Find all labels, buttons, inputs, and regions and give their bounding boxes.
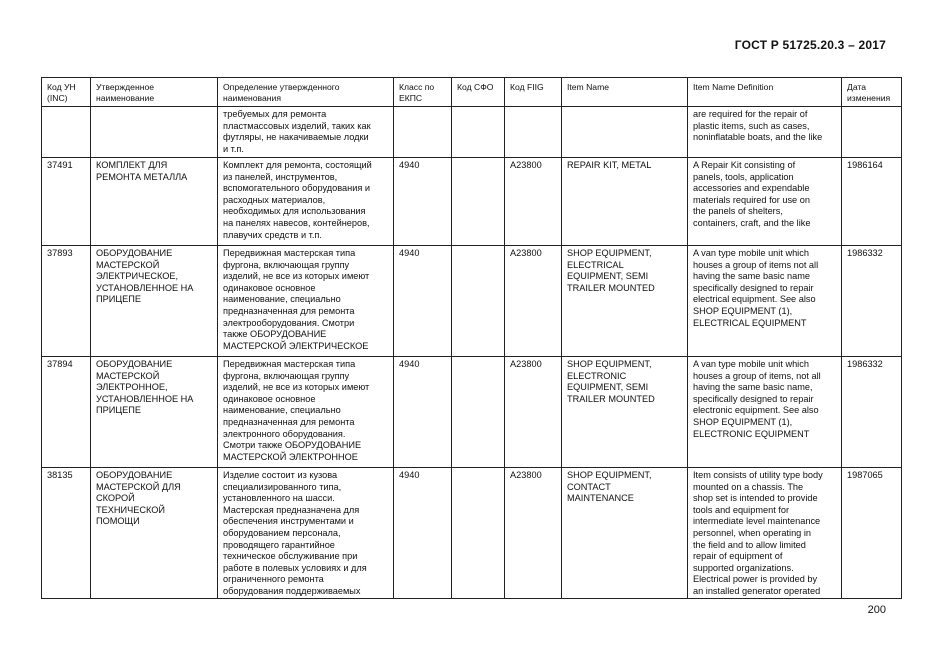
cell-item-name <box>562 107 688 158</box>
table-row <box>42 107 902 158</box>
items-table <box>41 77 902 599</box>
column-header-sfo-code: Код СФО <box>452 78 505 107</box>
cell-definition: требуемых для ремонта пластмассовых изделий, таких как футляры, не накачиваемые лодки и т.п. <box>218 107 394 158</box>
column-header-approved-name: Утвержденное наименование <box>91 78 218 107</box>
column-header-change-date: Дата изменения <box>842 78 902 107</box>
table-header-row <box>42 78 902 107</box>
cell-item-definition: A van type mobile unit which houses a group of items not all having the same basic name specifically designed to repair electrical equipment. See also SHOP EQUIPMENT (1), ELECTRICAL EQUIPMENT <box>688 246 842 357</box>
cell-fiig: A23800 <box>505 357 562 468</box>
cell-inc <box>42 107 91 158</box>
cell-item-definition: Item consists of utility type body mounted on a chassis. The shop set is intended to provide tools and equipment for intermediate level maintenance personnel, when operating in the field and to allow limited repair of equipment of supported organizations. Electrical power is provided by an installed generator operated <box>688 468 842 599</box>
cell-class: 4940 <box>394 246 452 357</box>
column-header-inc: Код УН (INC) <box>42 78 91 107</box>
cell-definition: Комплект для ремонта, состоящий из панелей, инструментов, вспомогательного оборудования и расходных материалов, необходимых для использования на панелях навесов, контейнеров, плавучих средств и т.п. <box>218 158 394 246</box>
column-header-definition: Определение утвержденного наименования <box>218 78 394 107</box>
cell-date: 1986164 <box>842 158 902 246</box>
cell-class: 4940 <box>394 158 452 246</box>
cell-name: ОБОРУДОВАНИЕ МАСТЕРСКОЙ ЭЛЕКТРОННОЕ, УСТАНОВЛЕННОЕ НА ПРИЦЕПЕ <box>91 357 218 468</box>
table-row <box>42 158 902 246</box>
column-header-item-name: Item Name <box>562 78 688 107</box>
table-row <box>42 468 902 599</box>
cell-name <box>91 107 218 158</box>
column-header-item-name-definition: Item Name Definition <box>688 78 842 107</box>
cell-item-name: SHOP EQUIPMENT, ELECTRICAL EQUIPMENT, SEMI TRAILER MOUNTED <box>562 246 688 357</box>
cell-sfo <box>452 107 505 158</box>
cell-item-definition: are required for the repair of plastic items, such as cases, noninflatable boats, and the like <box>688 107 842 158</box>
cell-inc: 37491 <box>42 158 91 246</box>
column-header-ekps-class: Класс по ЕКПС <box>394 78 452 107</box>
cell-date: 1986332 <box>842 246 902 357</box>
table-row <box>42 246 902 357</box>
cell-fiig <box>505 107 562 158</box>
page-number: 200 <box>867 604 886 616</box>
table-row <box>42 357 902 468</box>
cell-item-definition: A van type mobile unit which houses a group of items, not all having the same basic name, specifically designed to repair electronic equipment. See also SHOP EQUIPMENT (1), ELECTRONIC EQUIPMENT <box>688 357 842 468</box>
cell-inc: 38135 <box>42 468 91 599</box>
cell-class: 4940 <box>394 357 452 468</box>
cell-sfo <box>452 468 505 599</box>
standard-header: ГОСТ Р 51725.20.3 – 2017 <box>734 38 886 52</box>
cell-sfo <box>452 158 505 246</box>
cell-sfo <box>452 357 505 468</box>
cell-definition: Изделие состоит из кузова специализированного типа, установленного на шасси. Мастерская предназначена для обеспечения инструментами и оборудованием персонала, проводящего гарантийное техническое обслуживание при работе в полевых условиях и для ограниченного ремонта оборудования поддерживаемых <box>218 468 394 599</box>
cell-item-name: REPAIR KIT, METAL <box>562 158 688 246</box>
cell-definition: Передвижная мастерская типа фургона, включающая группу изделий, не все из которых имеют одинаковое основное наименование, специально предназначенная для ремонта электронного оборудования. Смотри также ОБОРУДОВАНИЕ МАСТЕРСКОЙ ЭЛЕКТРОННОЕ <box>218 357 394 468</box>
cell-inc: 37893 <box>42 246 91 357</box>
cell-item-definition: A Repair Kit consisting of panels, tools, application accessories and expendable materials required for use on the panels of shelters, containers, craft, and the like <box>688 158 842 246</box>
cell-fiig: A23800 <box>505 468 562 599</box>
cell-sfo <box>452 246 505 357</box>
cell-fiig: A23800 <box>505 158 562 246</box>
cell-item-name: SHOP EQUIPMENT, ELECTRONIC EQUIPMENT, SEMI TRAILER MOUNTED <box>562 357 688 468</box>
cell-name: КОМПЛЕКТ ДЛЯ РЕМОНТА МЕТАЛЛА <box>91 158 218 246</box>
cell-date: 1986332 <box>842 357 902 468</box>
cell-date: 1987065 <box>842 468 902 599</box>
cell-fiig: A23800 <box>505 246 562 357</box>
cell-name: ОБОРУДОВАНИЕ МАСТЕРСКОЙ ДЛЯ СКОРОЙ ТЕХНИЧЕСКОЙ ПОМОЩИ <box>91 468 218 599</box>
cell-item-name: SHOP EQUIPMENT, CONTACT MAINTENANCE <box>562 468 688 599</box>
cell-date <box>842 107 902 158</box>
cell-class: 4940 <box>394 468 452 599</box>
column-header-fiig-code: Код FIIG <box>505 78 562 107</box>
cell-definition: Передвижная мастерская типа фургона, включающая группу изделий, не все из которых имеют одинаковое основное наименование, специально предназначенная для ремонта электрооборудования. Смотри также ОБОРУДОВАНИЕ МАСТЕРСКОЙ ЭЛЕКТРИЧЕСКОЕ <box>218 246 394 357</box>
cell-name: ОБОРУДОВАНИЕ МАСТЕРСКОЙ ЭЛЕКТРИЧЕСКОЕ, УСТАНОВЛЕННОЕ НА ПРИЦЕПЕ <box>91 246 218 357</box>
cell-class <box>394 107 452 158</box>
cell-inc: 37894 <box>42 357 91 468</box>
